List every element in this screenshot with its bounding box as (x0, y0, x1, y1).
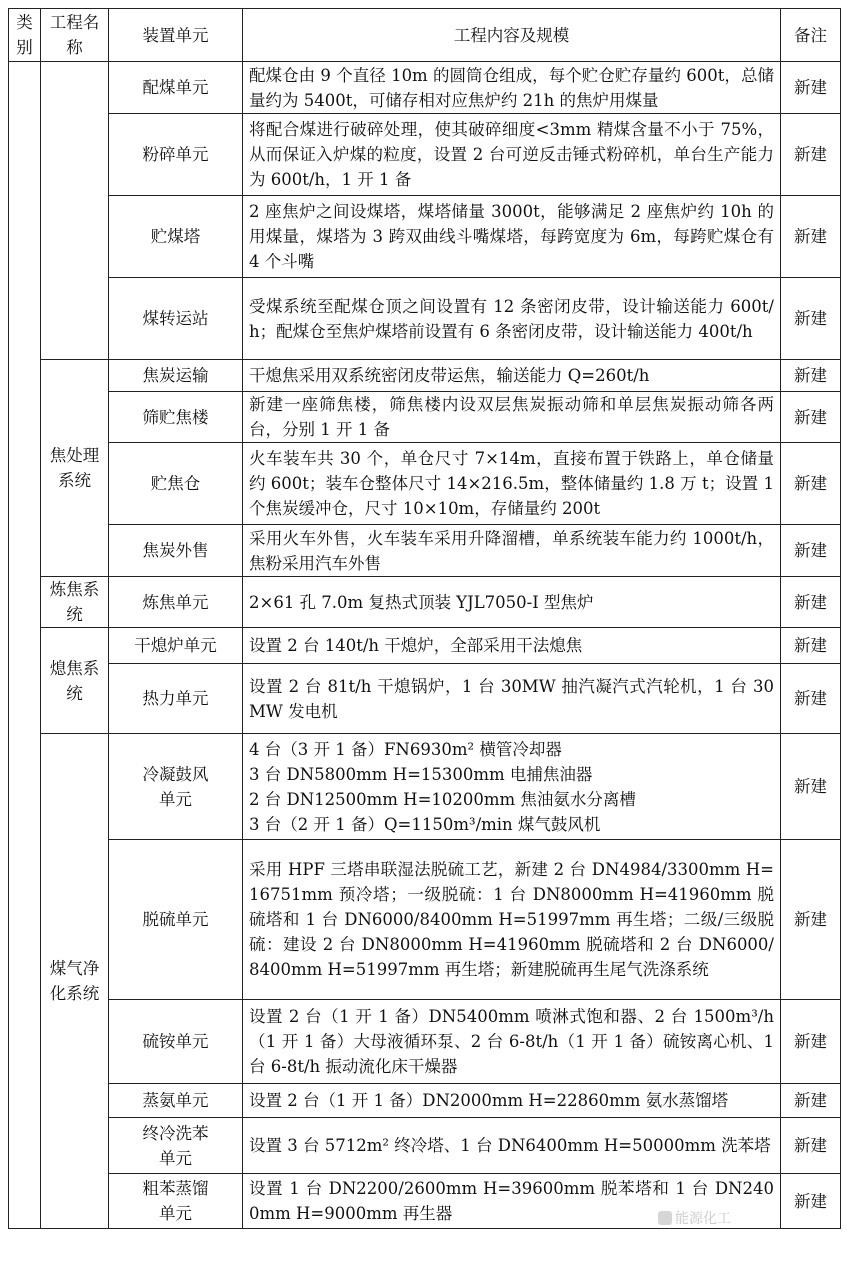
header-project-name: 工程名称 (41, 9, 109, 62)
content-cell: 干熄焦采用双系统密闭皮带运焦，输送能力 Q=260t/h (243, 360, 781, 392)
unit-cell: 筛贮焦楼 (109, 392, 243, 443)
table-row (9, 196, 841, 278)
unit-cell: 冷凝鼓风 单元 (109, 734, 243, 840)
note-cell: 新建 (781, 392, 841, 443)
unit-cell: 焦炭外售 (109, 525, 243, 577)
content-cell: 新建一座筛焦楼，筛焦楼内设双层焦炭振动筛和单层焦炭振动筛各两台，分别 1 开 1 备 (243, 392, 781, 443)
content-cell: 设置 2 台（1 开 1 备）DN5400mm 喷淋式饱和器、2 台 1500m³/h（1 开 1 备）大母液循环泵、2 台 6-8t/h（1 开 1 备）硫铵离心机、1 台 6-8t/h 振动流化床干燥器 (243, 1000, 781, 1084)
project-name-cell: 焦处理系统 (41, 360, 109, 577)
unit-cell: 干熄炉单元 (109, 628, 243, 664)
content-cell: 设置 3 台 5712m² 终冷塔、1 台 DN6400mm H=50000mm 洗苯塔 (243, 1118, 781, 1174)
note-cell: 新建 (781, 577, 841, 628)
unit-cell: 配煤单元 (109, 62, 243, 114)
note-cell: 新建 (781, 443, 841, 525)
content-cell: 设置 2 台（1 开 1 备）DN2000mm H=22860mm 氨水蒸馏塔 (243, 1084, 781, 1118)
unit-cell: 终冷洗苯 单元 (109, 1118, 243, 1174)
project-name-cell: 熄焦系统 (41, 628, 109, 734)
table-header-row (9, 9, 841, 62)
content-cell: 配煤仓由 9 个直径 10m 的圆筒仓组成，每个贮仓贮存量约 600t，总储量约为 5400t，可储存相对应焦炉约 21h 的焦炉用煤量 (243, 62, 781, 114)
unit-cell: 硫铵单元 (109, 1000, 243, 1084)
table-row (9, 62, 841, 114)
unit-cell: 炼焦单元 (109, 577, 243, 628)
content-cell: 采用 HPF 三塔串联湿法脱硫工艺，新建 2 台 DN4984/3300mm H=16751mm 预冷塔；一级脱硫：1 台 DN8000mm H=41960mm 脱硫塔和 1 台 DN6000/8400mm H=51997mm 再生塔；二级/三级脱硫：建设 2 台 DN8000mm H=41960mm 脱硫塔和 2 台 DN6000/8400mm H=51997mm 再生塔；新建脱硫再生尾气洗涤系统 (243, 840, 781, 1000)
header-content: 工程内容及规模 (243, 9, 781, 62)
table-row (9, 577, 841, 628)
project-table (8, 8, 841, 1229)
watermark (658, 1208, 731, 1228)
project-name-cell: 煤气净化系统 (41, 734, 109, 1229)
note-cell: 新建 (781, 196, 841, 278)
header-category: 类别 (9, 9, 41, 62)
note-cell: 新建 (781, 62, 841, 114)
unit-cell: 煤转运站 (109, 278, 243, 360)
note-cell: 新建 (781, 525, 841, 577)
note-cell: 新建 (781, 664, 841, 734)
category-cell (9, 62, 41, 1229)
table-row (9, 525, 841, 577)
table-row (9, 114, 841, 196)
content-cell: 2×61 孔 7.0m 复热式顶装 YJL7050-I 型焦炉 (243, 577, 781, 628)
content-cell: 4 台（3 开 1 备）FN6930m² 横管冷却器 3 台 DN5800mm H=15300mm 电捕焦油器 2 台 DN12500mm H=10200mm 焦油氨水分离槽 3 台（2 开 1 备）Q=1150m³/min 煤气鼓风机 (243, 734, 781, 840)
note-cell: 新建 (781, 360, 841, 392)
unit-cell: 蒸氨单元 (109, 1084, 243, 1118)
content-cell: 采用火车外售，火车装车采用升降溜槽，单系统装车能力约 1000t/h，焦粉采用汽车外售 (243, 525, 781, 577)
table-row (9, 360, 841, 392)
note-cell: 新建 (781, 1000, 841, 1084)
content-cell: 2 座焦炉之间设煤塔，煤塔储量 3000t，能够满足 2 座焦炉约 10h 的用煤量，煤塔为 3 跨双曲线斗嘴煤塔，每跨宽度为 6m，每跨贮煤仓有 4 个斗嘴 (243, 196, 781, 278)
table-row (9, 734, 841, 840)
unit-cell: 热力单元 (109, 664, 243, 734)
unit-cell: 贮焦仓 (109, 443, 243, 525)
table-row (9, 278, 841, 360)
content-cell: 设置 1 台 DN2200/2600mm H=39600mm 脱苯塔和 1 台 DN2400mm H=9000mm 再生器 (243, 1174, 781, 1229)
project-name-cell (41, 62, 109, 360)
note-cell: 新建 (781, 114, 841, 196)
table-row (9, 1118, 841, 1174)
note-cell: 新建 (781, 734, 841, 840)
watermark-text: 能源化工 (675, 1211, 731, 1227)
content-cell: 将配合煤进行破碎处理，使其破碎细度<3mm 精煤含量不小于 75%，从而保证入炉煤的粒度，设置 2 台可逆反击锤式粉碎机，单台生产能力为 600t/h，1 开 1 备 (243, 114, 781, 196)
project-name-cell: 炼焦系统 (41, 577, 109, 628)
note-cell: 新建 (781, 1174, 841, 1229)
wechat-icon (658, 1211, 672, 1225)
content-cell: 火车装车共 30 个，单仓尺寸 7×14m，直接布置于铁路上，单仓储量约 600t；装车仓整体尺寸 14×216.5m，整体储量约 1.8 万 t；设置 1 个焦炭缓冲仓，尺寸 10×10m，存储量约 200t (243, 443, 781, 525)
content-cell: 设置 2 台 140t/h 干熄炉，全部采用干法熄焦 (243, 628, 781, 664)
table-row (9, 1000, 841, 1084)
unit-cell: 粉碎单元 (109, 114, 243, 196)
note-cell: 新建 (781, 1084, 841, 1118)
table-row (9, 1084, 841, 1118)
unit-cell: 脱硫单元 (109, 840, 243, 1000)
content-cell: 设置 2 台 81t/h 干熄锅炉，1 台 30MW 抽汽凝汽式汽轮机，1 台 30MW 发电机 (243, 664, 781, 734)
unit-cell: 焦炭运输 (109, 360, 243, 392)
table-row (9, 392, 841, 443)
content-cell: 受煤系统至配煤仓顶之间设置有 12 条密闭皮带，设计输送能力 600t/h；配煤仓至焦炉煤塔前设置有 6 条密闭皮带，设计输送能力 400t/h (243, 278, 781, 360)
header-note: 备注 (781, 9, 841, 62)
note-cell: 新建 (781, 840, 841, 1000)
note-cell: 新建 (781, 278, 841, 360)
table-row (9, 664, 841, 734)
table-row (9, 443, 841, 525)
table-row (9, 840, 841, 1000)
table-row (9, 628, 841, 664)
table-body (9, 62, 841, 1229)
unit-cell: 粗苯蒸馏 单元 (109, 1174, 243, 1229)
note-cell: 新建 (781, 628, 841, 664)
header-unit: 装置单元 (109, 9, 243, 62)
unit-cell: 贮煤塔 (109, 196, 243, 278)
note-cell: 新建 (781, 1118, 841, 1174)
